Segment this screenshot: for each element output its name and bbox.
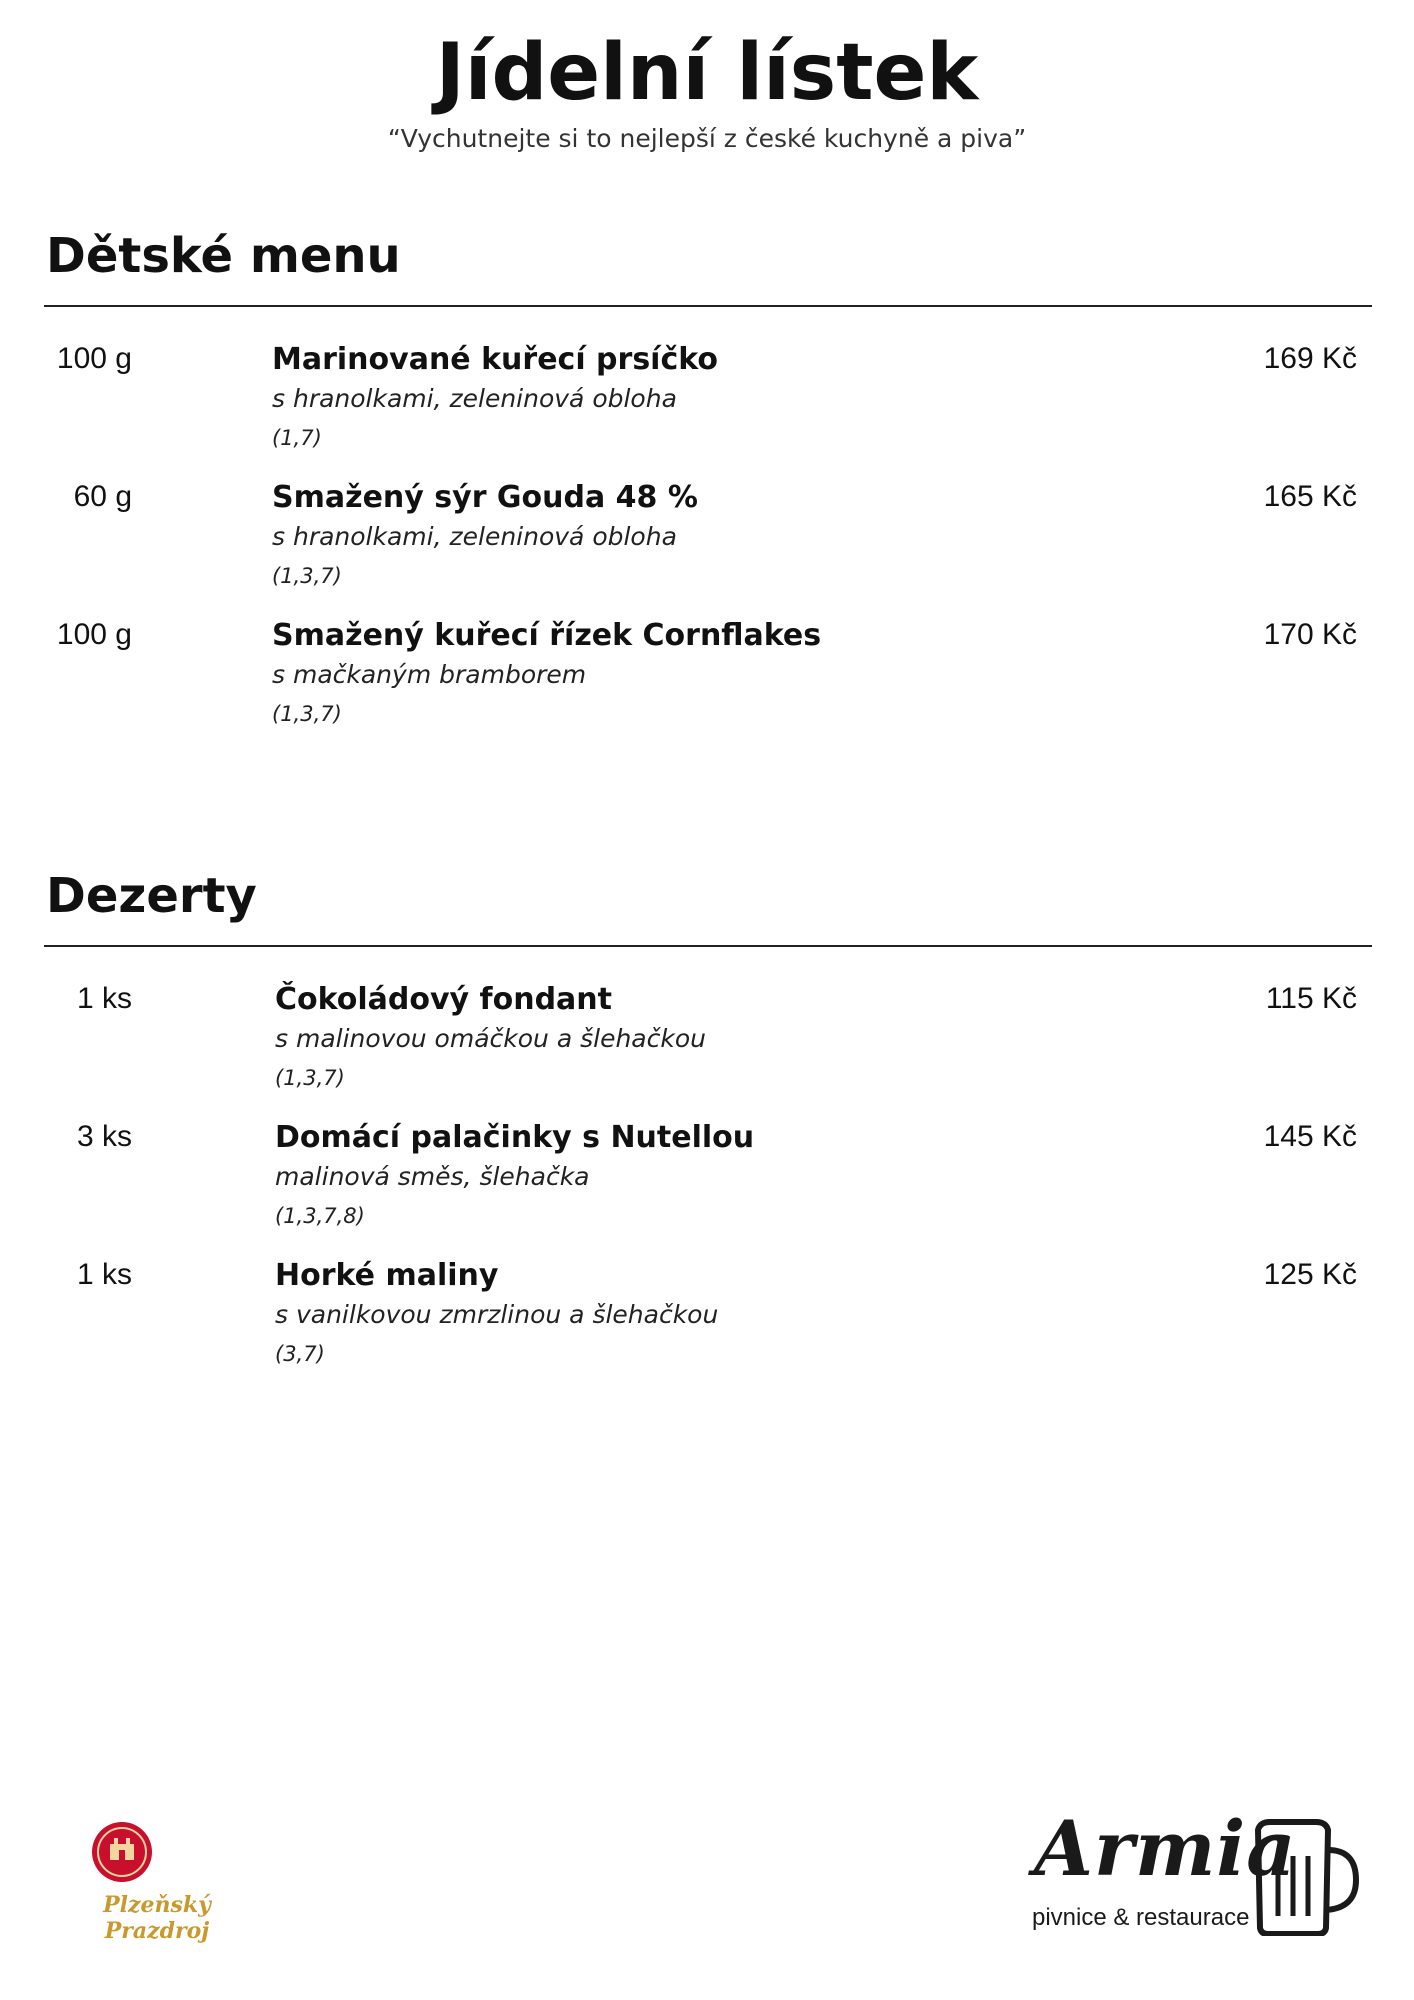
item-allergens: (1,7) — [272, 426, 322, 450]
item-price: 125 Kč — [1263, 1258, 1357, 1291]
item-description: s hranolkami, zeleninová obloha — [272, 384, 677, 413]
item-quantity: 3 ks — [76, 1120, 132, 1153]
item-description: s malinovou omáčkou a šlehačkou — [275, 1024, 706, 1053]
item-name: Marinované kuřecí prsíčko — [272, 342, 719, 377]
menu-item — [0, 342, 1414, 472]
menu-item — [0, 480, 1414, 610]
armia-wordmark: Armia — [1034, 1804, 1297, 1893]
item-name: Horké maliny — [275, 1258, 499, 1293]
item-allergens: (1,3,7,8) — [275, 1204, 365, 1228]
item-price: 170 Kč — [1263, 618, 1357, 651]
item-name: Domácí palačinky s Nutellou — [275, 1120, 755, 1155]
item-name: Čokoládový fondant — [275, 982, 612, 1017]
armia-logo — [1028, 1804, 1374, 1944]
section-divider — [44, 305, 1372, 307]
menu-item — [0, 1120, 1414, 1250]
page-subtitle: “Vychutnejte si to nejlepší z české kuchyně a piva” — [387, 124, 1027, 153]
section-divider — [44, 945, 1372, 947]
item-quantity: 1 ks — [76, 1258, 132, 1291]
item-quantity: 100 g — [56, 342, 132, 375]
section-title-kids-menu: Dětské menu — [46, 228, 401, 284]
item-allergens: (1,3,7) — [272, 564, 342, 588]
item-allergens: (1,3,7) — [275, 1066, 345, 1090]
item-description: s mačkaným bramborem — [272, 660, 587, 689]
item-allergens: (1,3,7) — [272, 702, 342, 726]
item-description: s vanilkovou zmrzlinou a šlehačkou — [275, 1300, 719, 1329]
item-price: 115 Kč — [1265, 982, 1357, 1015]
item-name: Smažený sýr Gouda 48 % — [272, 480, 698, 515]
item-price: 165 Kč — [1263, 480, 1357, 513]
menu-item — [0, 1258, 1414, 1388]
item-quantity: 1 ks — [76, 982, 132, 1015]
item-description: malinová směs, šlehačka — [275, 1162, 590, 1191]
page-title: Jídelní lístek — [435, 28, 979, 118]
section-title-desserts: Dezerty — [46, 868, 257, 924]
pilsner-urquell-logo — [62, 1818, 252, 1944]
item-description: s hranolkami, zeleninová obloha — [272, 522, 677, 551]
pilsner-urquell-text: Plzeňský Prazdroj — [103, 1892, 211, 1944]
armia-tagline: pivnice & restaurace — [1032, 1904, 1250, 1931]
item-price: 169 Kč — [1263, 342, 1357, 375]
item-allergens: (3,7) — [275, 1342, 325, 1366]
menu-item — [0, 982, 1414, 1112]
menu-item — [0, 618, 1414, 748]
item-quantity: 100 g — [56, 618, 132, 651]
beer-mug-icon — [1250, 1816, 1370, 1936]
pilsner-seal-icon — [62, 1818, 252, 1898]
item-name: Smažený kuřecí řízek Cornflakes — [272, 618, 822, 653]
item-quantity: 60 g — [73, 480, 132, 513]
item-price: 145 Kč — [1263, 1120, 1357, 1153]
